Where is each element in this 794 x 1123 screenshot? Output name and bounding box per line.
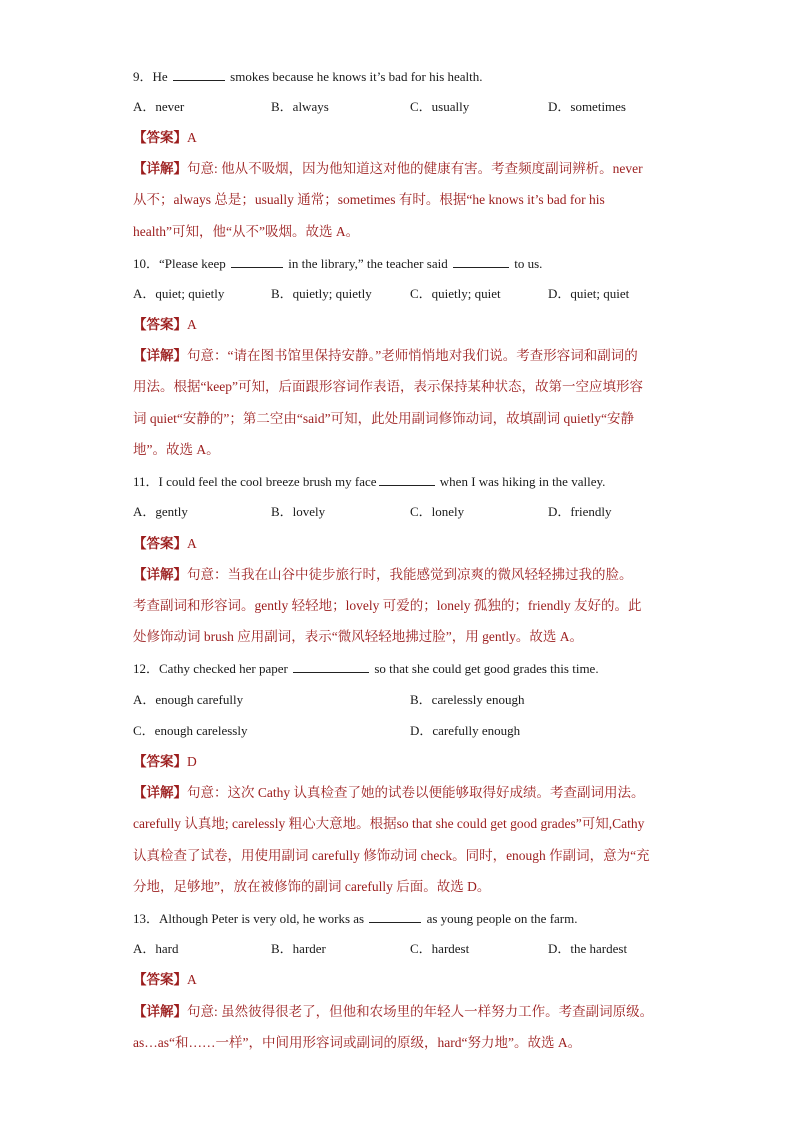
answer-blank [379,472,435,486]
question-text: 11．I could feel the cool breeze brush my face [133,474,377,489]
explanation-line: 从不；always 总是；usually 通常；sometimes 有时。根据“he knows it’s bad for his [133,192,605,207]
option-a: A．quiet; quietly [133,286,225,301]
question-text: when I was hiking in the valley. [439,474,606,489]
explanation-label: 【详解】 [133,161,187,176]
explanation-text: 句意：当我在山谷中徒步旅行时，我能感觉到凉爽的微风轻轻拂过我的脸。 [187,567,633,582]
option-d: D．carefully enough [410,723,521,738]
question-number: 10．“Please keep [133,256,226,271]
answer-line [133,971,197,989]
explanation-line [133,566,633,584]
question-text: smokes because he knows it’s bad for his health. [230,69,483,84]
option-c: C．usually [410,99,470,114]
option-d: D．quiet; quiet [548,286,630,301]
explanation-text: 句意：这次 Cathy 认真检查了她的试卷以便能够取得好成绩。考查副词用法。 [187,785,645,800]
option-b: B．lovely [271,504,326,519]
question-number: 9．He [133,69,168,84]
option-a: A．enough carefully [133,692,244,707]
option-c: C．quietly; quiet [410,286,501,301]
question-text: so that she could get good grades this time. [374,661,599,676]
answer-line [133,129,197,147]
explanation-line: health”可知，他“从不”吸烟。故选 A。 [133,224,360,239]
option-a: A．hard [133,941,179,956]
explanation-line [133,784,645,802]
question-text: 13．Although Peter is very old, he works as [133,911,365,926]
answer-blank [453,254,509,268]
option-c: C．enough carelessly [133,723,248,738]
answer-line [133,316,197,334]
option-b: B．harder [271,941,326,956]
question-text: as young people on the farm. [426,911,578,926]
answer-value: A [187,536,197,551]
answer-line [133,753,197,771]
explanation-line: 考查副词和形容词。gently 轻轻地；lovely 可爱的；lonely 孤独的；friendly 友好的。此 [133,598,642,613]
answer-value: A [187,130,197,145]
explanation-text: 句意: 虽然彼得很老了，但他和农场里的年轻人一样努力工作。考查副词原级。 [187,1004,654,1019]
explanation-label: 【详解】 [133,1004,187,1019]
explanation-label: 【详解】 [133,348,187,363]
answer-blank [173,67,225,81]
answer-label: 【答案】 [133,130,187,145]
option-c: C．hardest [410,941,470,956]
option-b: B．always [271,99,329,114]
answer-blank [293,659,369,673]
answer-value: D [187,754,197,769]
option-b: B．quietly; quietly [271,286,372,301]
question-10-stem [133,254,542,273]
answer-blank [231,254,283,268]
explanation-line: 处修饰动词 brush 应用副词，表示“微风轻轻地拂过脸”，用 gently。故选 A。 [133,629,583,644]
option-d: D．the hardest [548,941,628,956]
explanation-text: 句意: 他从不吸烟，因为他知道这对他的健康有害。考查频度副词辨析。never [187,161,643,176]
question-text: 12．Cathy checked her paper [133,661,288,676]
option-a: A．gently [133,504,188,519]
explanation-line: as…as“和……一样”，中间用形容词或副词的原级，hard“努力地”。故选 A。 [133,1035,582,1050]
question-12-stem [133,659,599,678]
explanation-line: 用法。根据“keep”可知，后面跟形容词作表语，表示保持某种状态，故第一空应填形容 [133,379,643,394]
explanation-line: 认真检查了试卷，用使用副词 carefully 修饰动词 check。同时，enough 作副词，意为“充 [133,848,650,863]
answer-label: 【答案】 [133,972,187,987]
explanation-line [133,160,643,178]
answer-label: 【答案】 [133,317,187,332]
option-b: B．carelessly enough [410,692,525,707]
question-13-stem [133,909,578,928]
option-a: A．never [133,99,185,114]
question-text: in the library,” the teacher said [288,256,448,271]
explanation-label: 【详解】 [133,785,187,800]
answer-label: 【答案】 [133,754,187,769]
explanation-label: 【详解】 [133,567,187,582]
answer-label: 【答案】 [133,536,187,551]
explanation-line: 分地，足够地”，放在被修饰的副词 carefully 后面。故选 D。 [133,879,491,894]
explanation-text: 句意：“请在图书馆里保持安静。”老师悄悄地对我们说。考查形容词和副词的 [187,348,638,363]
explanation-line: 地”。故选 A。 [133,442,220,457]
option-d: D．sometimes [548,99,626,114]
answer-blank [369,909,421,923]
option-c: C．lonely [410,504,465,519]
question-text: to us. [514,256,543,271]
explanation-line [133,1003,653,1021]
answer-value: A [187,972,197,987]
explanation-line: carefully 认真地; carelessly 粗心大意地。根据so that she could get good grades”可知,Cathy [133,816,645,831]
option-d: D．friendly [548,504,612,519]
question-11-stem [133,472,605,491]
explanation-line: 词 quiet“安静的”；第二空由“said”可知，此处用副词修饰动词，故填副词 quietly“安静 [133,411,634,426]
answer-value: A [187,317,197,332]
answer-line [133,535,197,553]
explanation-line [133,347,638,365]
question-9-stem [133,67,483,86]
